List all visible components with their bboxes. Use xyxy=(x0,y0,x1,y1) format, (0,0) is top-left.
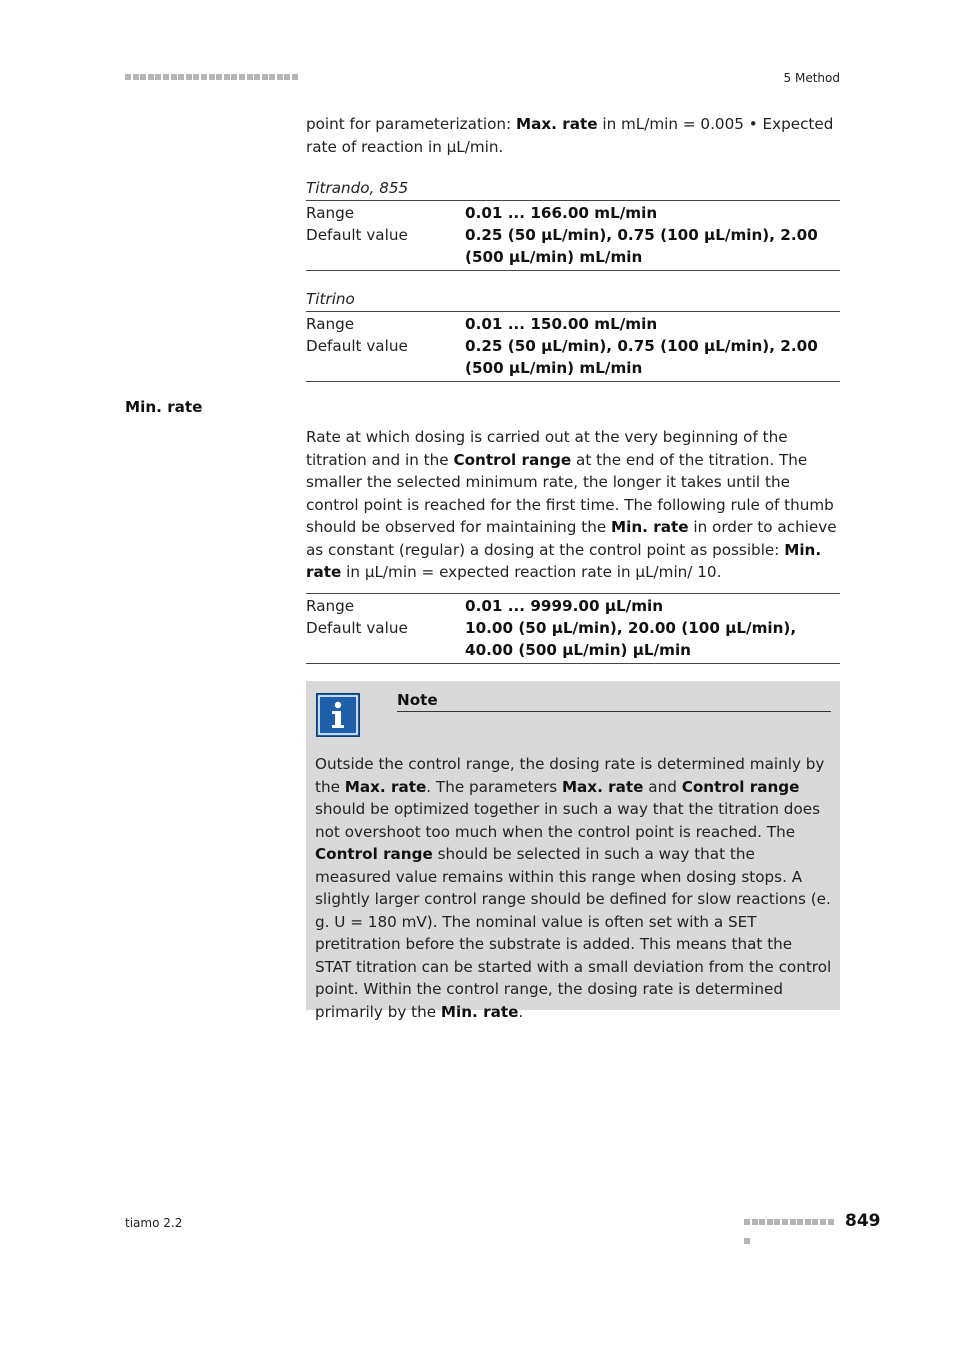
min-rate-heading: Min. rate xyxy=(125,398,203,416)
range-label: Range xyxy=(306,597,355,615)
titrando-table xyxy=(306,177,840,271)
range-label: Range xyxy=(306,315,355,333)
titrino-table xyxy=(306,288,840,382)
table-caption: Titrino xyxy=(306,290,355,308)
intro-paragraph: point for parameterization: Max. rate in mL/min = 0.005 • Expected rate of reaction in µL/min. xyxy=(306,115,834,156)
header-section-title: 5 Method xyxy=(783,71,840,85)
default-value: 0.25 (50 µL/min), 0.75 (100 µL/min), 2.00 (500 µL/min) mL/min xyxy=(465,226,818,266)
default-value: 10.00 (50 µL/min), 20.00 (100 µL/min), 40.00 (500 µL/min) µL/min xyxy=(465,619,797,659)
default-label: Default value xyxy=(306,619,408,637)
header-decoration xyxy=(125,74,307,82)
note-title: Note xyxy=(397,691,831,712)
min-rate-paragraph: Rate at which dosing is carried out at the very beginning of the titration and in the Control range at the end of the titration. The smaller the selected minimum rate, the longer it takes until the control point is reached for the first time. The following rule of thumb should be observed for maintaining the Min. rate in order to achieve as constant (regular) a dosing at the control point as possible: Min. rate in µL/min = expected reaction rate in µL/min/ 10. xyxy=(306,428,837,581)
range-label: Range xyxy=(306,204,355,222)
table-row xyxy=(306,224,840,268)
min-rate-table xyxy=(306,593,840,664)
range-value: 0.01 ... 166.00 mL/min xyxy=(465,204,658,222)
table-row xyxy=(306,595,840,617)
table-row xyxy=(306,335,840,379)
note-box xyxy=(306,681,840,1021)
page-number: 849 xyxy=(845,1211,881,1231)
default-label: Default value xyxy=(306,337,408,355)
table-caption: Titrando, 855 xyxy=(306,179,409,197)
range-value: 0.01 ... 150.00 mL/min xyxy=(465,315,658,333)
note-text: Outside the control range, the dosing rate is determined mainly by the Max. rate. The parameters Max. rate and Control range should be optimized together in such a way that the titration does not overshoot too much when the control point is reached. The Control range should be selected in such a way that the measured value remains within this range when dosing stops. A slightly larger control range should be defined for slow reactions (e. g. U = 180 mV). The nominal value is often set with a SET pretitration before the substrate is added. This means that the STAT titration can be started with a small deviation from the control point. Within the control range, the dosing rate is determined primarily by the Min. rate. xyxy=(315,755,832,1021)
info-icon xyxy=(316,693,360,737)
table-row xyxy=(306,617,840,661)
footer-product: tiamo 2.2 xyxy=(125,1216,183,1230)
table-row xyxy=(306,202,840,224)
default-label: Default value xyxy=(306,226,408,244)
range-value: 0.01 ... 9999.00 µL/min xyxy=(465,597,664,615)
table-row xyxy=(306,313,840,335)
footer-decoration xyxy=(744,1219,842,1227)
default-value: 0.25 (50 µL/min), 0.75 (100 µL/min), 2.00 (500 µL/min) mL/min xyxy=(465,337,818,377)
